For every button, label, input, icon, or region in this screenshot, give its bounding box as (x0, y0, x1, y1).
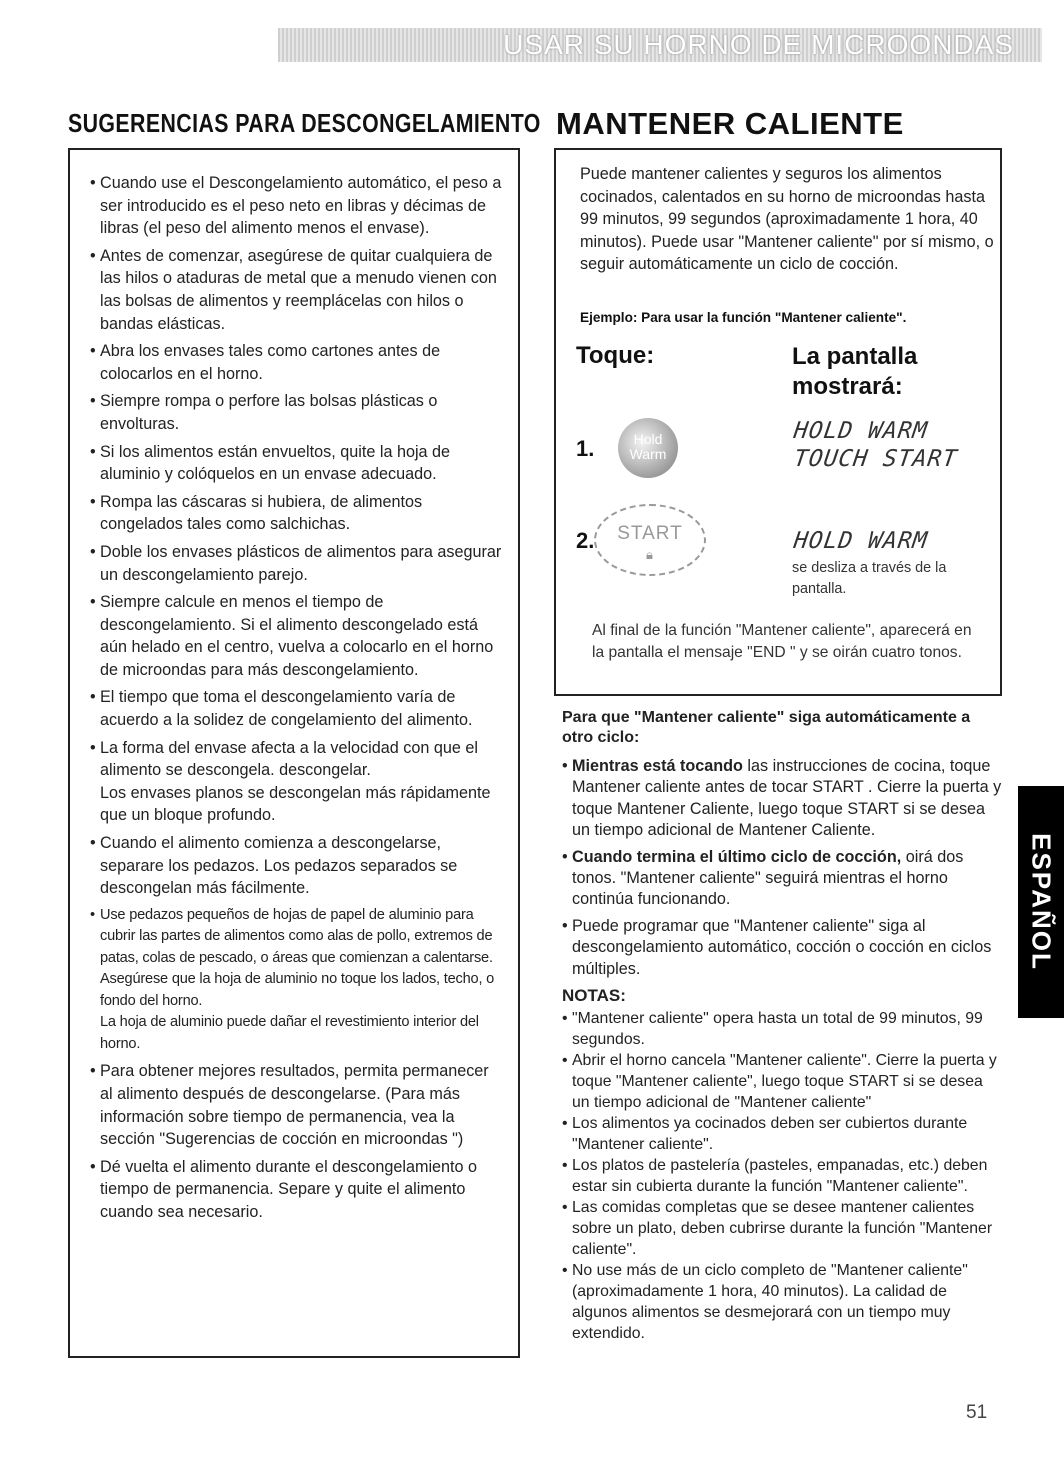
hold-warm-button[interactable] (618, 418, 678, 478)
list-item: • "Mantener caliente" opera hasta un total de 99 minutos, 99 segundos. (562, 1008, 1002, 1050)
section-header-band: USAR SU HORNO DE MICROONDAS (278, 28, 1042, 62)
list-item: • El tiempo que toma el descongelamiento varía de acuerdo a la solidez de congelamiento del alimento. (90, 686, 504, 731)
list-item (562, 847, 1002, 911)
page-number: 51 (966, 1402, 988, 1423)
keep-warm-intro: Puede mantener calientes y seguros los alimentos cocinados, calentados en su horno de microondas hasta 99 minutos, 99 segundos (aproximadamente 1 hora, 40 minutos). Puede usar "Mantener caliente" por sí mismo, o seguir automáticamente un ciclo de cocción. (580, 165, 994, 274)
hold-warm-button-line1: Hold (633, 431, 663, 447)
list-item: • Dé vuelta el alimento durante el descongelamiento o tiempo de permanencia. Separe y quite el alimento cuando sea necesario. (90, 1156, 504, 1224)
list-item (562, 756, 1002, 842)
list-item-extra: La hoja de aluminio puede dañar el revestimiento interior del horno. (100, 1014, 479, 1052)
list-item-bold: Cuando termina el último ciclo de cocción, (572, 847, 902, 866)
list-item (90, 737, 504, 827)
list-item-extra: Los envases planos se descongelan más rápidamente que un bloque profundo. (100, 783, 491, 825)
language-side-tab (1018, 786, 1064, 1018)
defrost-tips-box (68, 148, 520, 1358)
display-line-hold-warm: HOLD WARM (792, 418, 930, 444)
example-label: Ejemplo: Para usar la función "Mantener caliente". (580, 310, 907, 325)
list-item-bold: Mientras está tocando (572, 757, 743, 775)
list-item: • Los platos de pastelería (pasteles, empanadas, etc.) deben estar sin cubierta durante la función "Mantener caliente". (562, 1155, 1002, 1197)
list-item: • Doble los envases plásticos de alimentos para asegurar un descongelamiento parejo. (90, 541, 504, 586)
end-note: Al final de la función "Mantener caliente", aparecerá en la pantalla el mensaje "END " y se oirán cuatro tonos. (592, 622, 972, 661)
list-item: • Los alimentos ya cocinados deben ser cubiertos durante "Mantener caliente". (562, 1113, 1002, 1155)
notes-heading: NOTAS: (562, 986, 626, 1006)
hold-warm-button-line2: Warm (629, 446, 667, 462)
list-item: • Abra los envases tales como cartones antes de colocarlos en el horno. (90, 340, 504, 385)
follow-heading: Para que "Mantener caliente" siga automáticamente a otro ciclo: (562, 709, 971, 746)
list-item-text: La forma del envase afecta a la velocidad con que el alimento se descongela. descongelar. (100, 738, 478, 780)
display-heading: La pantalla mostrará: (792, 343, 918, 400)
defrost-tips-title: SUGERENCIAS PARA DESCONGELAMIENTO (68, 108, 541, 138)
follow-list (562, 756, 1002, 980)
step-1-number: 1. (576, 436, 595, 461)
scroll-note: se desliza a través de la pantalla. (792, 560, 947, 597)
list-item: • No use más de un ciclo completo de "Mantener caliente" (aproximadamente 1 hora, 40 minutos). La calidad de algunos alimentos se desmejorará con un tiempo muy extendido. (562, 1260, 1002, 1344)
list-item: • Siempre rompa o perfore las bolsas plásticas o envolturas. (90, 390, 504, 435)
list-item: • Cuando el alimento comienza a descongelarse, separare los pedazos. Los pedazos separados se descongelan más fácilmente. (90, 832, 504, 900)
list-item: • Si los alimentos están envueltos, quite la hoja de aluminio y colóquelos en un envase adecuado. (90, 441, 504, 486)
list-item (90, 905, 504, 1056)
list-item: • Abrir el horno cancela "Mantener caliente". Cierre la puerta y toque "Mantener caliente", luego toque START si se desea un tiempo adicional de "Mantener caliente" (562, 1050, 1002, 1113)
list-item: • Las comidas completas que se desee mantener calientes sobre un plato, deben cubrirse durante la función "Mantener caliente". (562, 1197, 1002, 1260)
list-item: • Antes de comenzar, asegúrese de quitar cualquiera de las hilos o ataduras de metal que a menudo vienen con las bolsas de alimentos y reemplácelas con hilos o bandas elásticas. (90, 245, 504, 335)
list-item-text: Puede programar que "Mantener caliente" siga al descongelamiento automático, cocción o cocción en ciclos múltiples. (572, 916, 992, 978)
list-item-text: oirá dos tonos. "Mantener caliente" seguirá mientras el horno continúa funcionando. (572, 847, 964, 909)
side-tab-label: ESPAÑOL (1026, 833, 1057, 971)
list-item (562, 916, 1002, 980)
keep-warm-details (562, 708, 1002, 1344)
display-line-hold-warm-2: HOLD WARM (792, 528, 930, 554)
list-item: • Para obtener mejores resultados, permita permanecer al alimento después de descongelarse. (Para más información sobre tiempo de permanencia, vea la sección "Sugerencias de cocción en microondas ") (90, 1060, 504, 1150)
list-item: • Rompa las cáscaras si hubiera, de alimentos congelados tales como salchichas. (90, 491, 504, 536)
touch-heading: Toque: (576, 342, 655, 369)
start-button[interactable] (594, 504, 706, 576)
notes-list (562, 1008, 1002, 1344)
display-line-touch-start: TOUCH START (792, 446, 960, 472)
keep-warm-title: MANTENER CALIENTE (556, 106, 904, 141)
list-item: • Cuando use el Descongelamiento automático, el peso a ser introducido es el peso neto en libras y décimas de libras (el peso del alimento menos el envase). (90, 172, 504, 240)
defrost-tips-list (70, 150, 518, 1223)
list-item-text: Use pedazos pequeños de hojas de papel de aluminio para cubrir las partes de alimentos como alas de pollo, extremos de patas, colas de pescado, o áreas que comienzan a calentarse. Asegúrese que la hoja de aluminio no toque los lados, techo, o fondo del horno. (100, 906, 495, 1009)
step-2-number: 2. (576, 528, 595, 553)
list-item-text: las instrucciones de cocina, toque Mantener caliente antes de tocar START . Cierre la puerta y toque Mantener Caliente, luego toque START si se desea un tiempo adicional de Mantener Caliente. (572, 757, 1002, 840)
lock-icon: 🔒︎ (646, 547, 654, 562)
start-button-label: START (617, 523, 683, 544)
keep-warm-box (554, 148, 1002, 696)
list-item: • Siempre calcule en menos el tiempo de descongelamiento. Si el alimento descongelado está aún helado en el centro, vuelva a colocarlo en el horno de microondas para más descongelamiento. (90, 591, 504, 681)
